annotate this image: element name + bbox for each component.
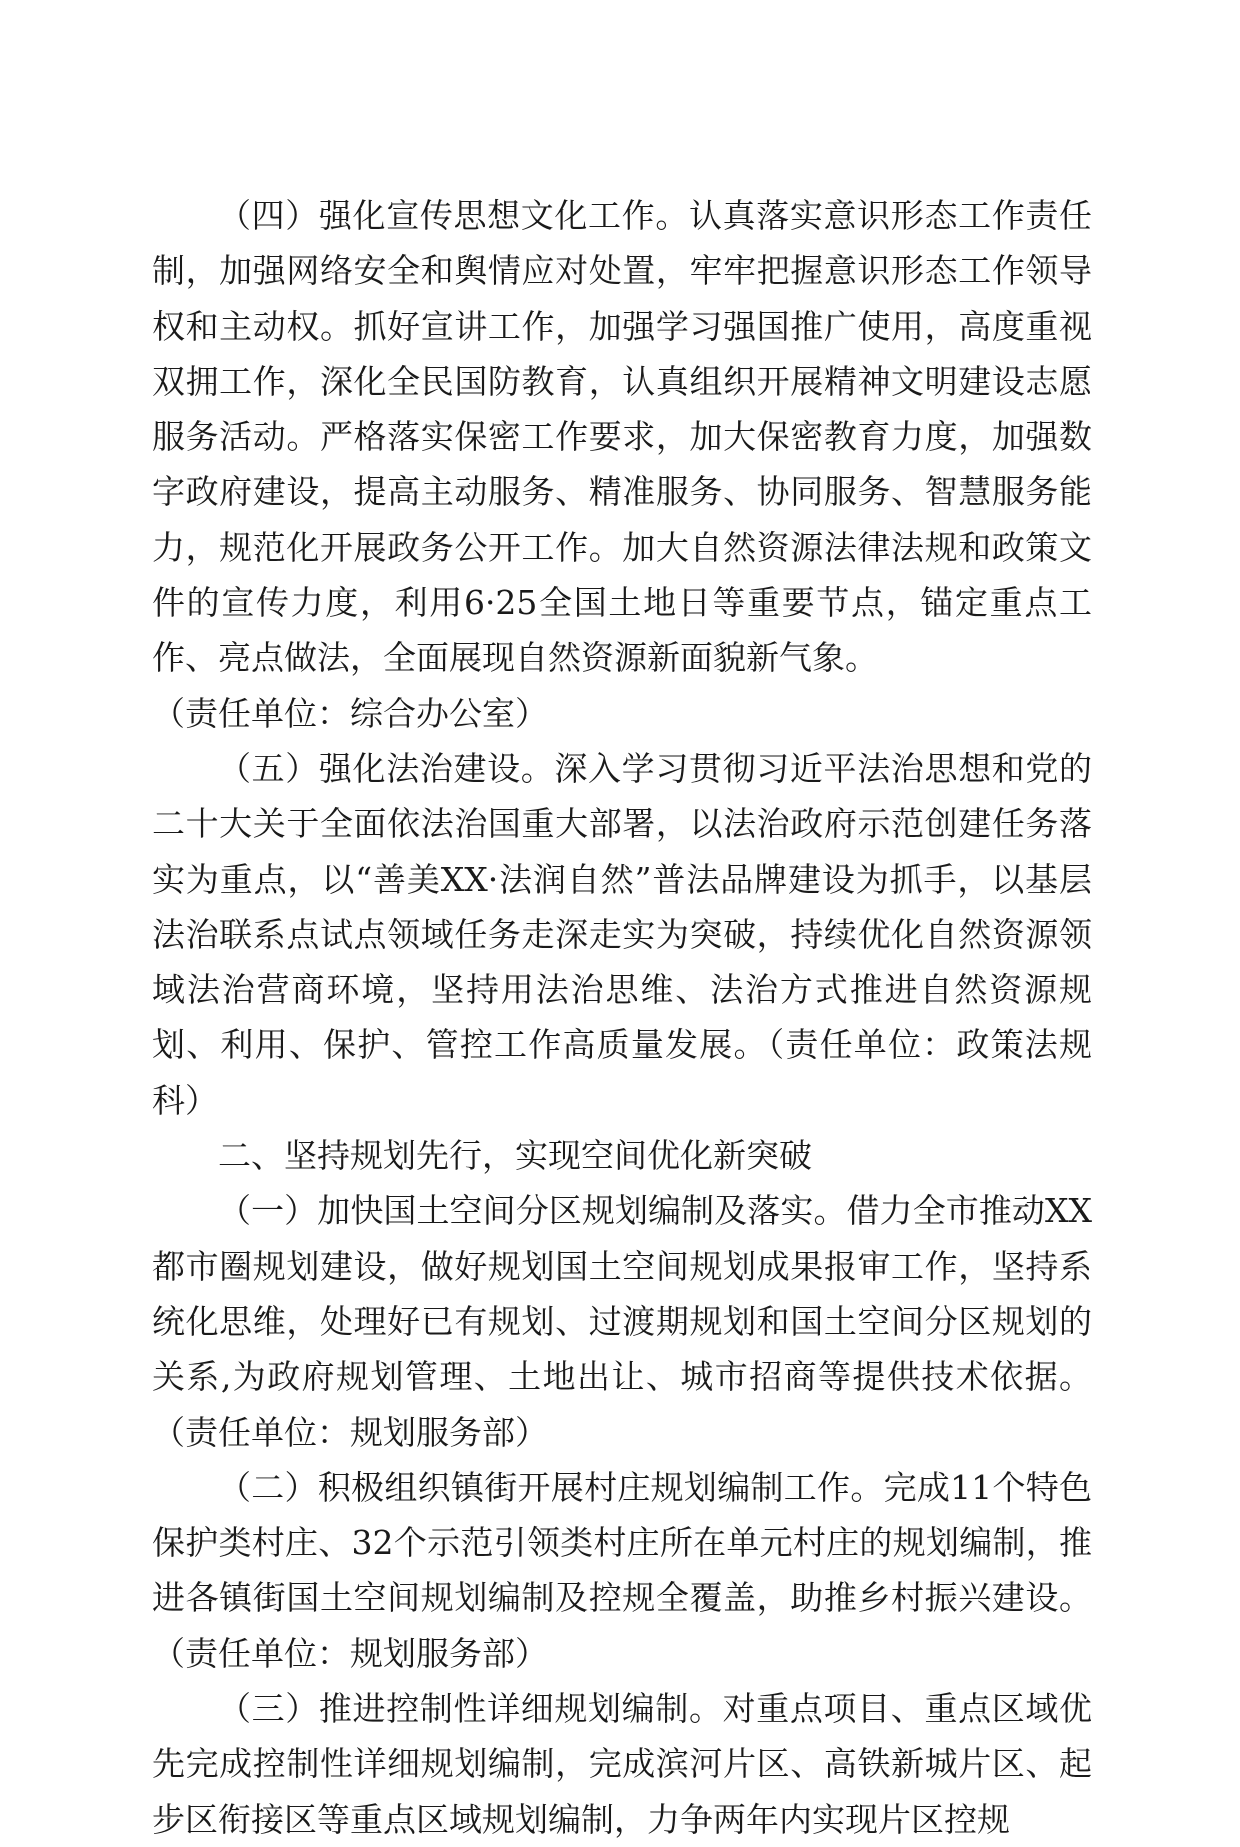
paragraph-text: 借力全市推动XX都市圈规划建设，做好规划国土空间规划成果报审工作，坚持系统化思维，处理好已有规划、过渡期规划和国土空间分区规划的关系,为政府规划管理、土地出让、城市招商等提供技术依据。（责任单位：规划服务部） (152, 1191, 1092, 1452)
paragraph-propaganda (152, 188, 1092, 686)
paragraph-text: （责任单位：综合办公室） (152, 693, 548, 733)
document-body (152, 188, 1092, 1847)
section-heading-text: 二、坚持规划先行，实现空间优化新突破 (218, 1136, 812, 1176)
paragraph-detailed-plan (152, 1681, 1092, 1847)
paragraph-text: 认真落实意识形态工作责任制，加强网络安全和舆情应对处置，牢牢把握意识形态工作领导权和主动权。抓好宣讲工作，加强学习强国推广使用，高度重视双拥工作，深化全民国防教育，认真组织开展精神文明建设志愿服务活动。严格落实保密工作要求，加大保密教育力度，加强数字政府建设，提高主动服务、精准服务、协同服务、智慧服务能力，规范化开展政务公开工作。加大自然资源法律法规和政策文件的宣传力度，利用6·25全国土地日等重要节点，锚定重点工作、亮点做法，全面展现自然资源新面貌新气象。 (152, 196, 1093, 678)
paragraph-lead: （五）强化法治建设。 (218, 748, 555, 788)
paragraph-text: 深入学习贯彻习近平法治思想和党的二十大关于全面依法治国重大部署，以法治政府示范创建任务落实为重点，以“善美XX·法润自然”普法品牌建设为抓手，以基层法治联系点试点领域任务走深走实为突破，持续优化自然资源领域法治营商环境，坚持用法治思维、法治方式推进自然资源规划、利用、保护、管控工作高质量发展。（责任单位：政策法规科） (152, 748, 1093, 1120)
paragraph-village-plan (152, 1460, 1092, 1681)
paragraph-lead: （三）推进控制性详细规划编制。 (218, 1689, 723, 1729)
paragraph-zoning-plan (152, 1183, 1092, 1459)
paragraph-text: 对重点项目、重点区域优先完成控制性详细规划编制，完成滨河片区、高铁新城片区、起步区衔接区等重点区域规划编制，力争两年内实现片区控规 (152, 1689, 1093, 1839)
paragraph-lead: （四）强化宣传思想文化工作。 (218, 196, 689, 235)
responsibility-note (152, 686, 1092, 741)
paragraph-rule-of-law (152, 741, 1092, 1128)
paragraph-lead: （一）加快国土空间分区规划编制及落实。 (218, 1191, 847, 1231)
paragraph-lead: （二）积极组织镇街开展村庄规划编制工作。 (218, 1467, 884, 1507)
section-heading (152, 1128, 1092, 1183)
paragraph-text: 完成11个特色保护类村庄、32个示范引领类村庄所在单元村庄的规划编制，推进各镇街国土空间规划编制及控规全覆盖，助推乡村振兴建设。（责任单位：规划服务部） (152, 1467, 1093, 1673)
